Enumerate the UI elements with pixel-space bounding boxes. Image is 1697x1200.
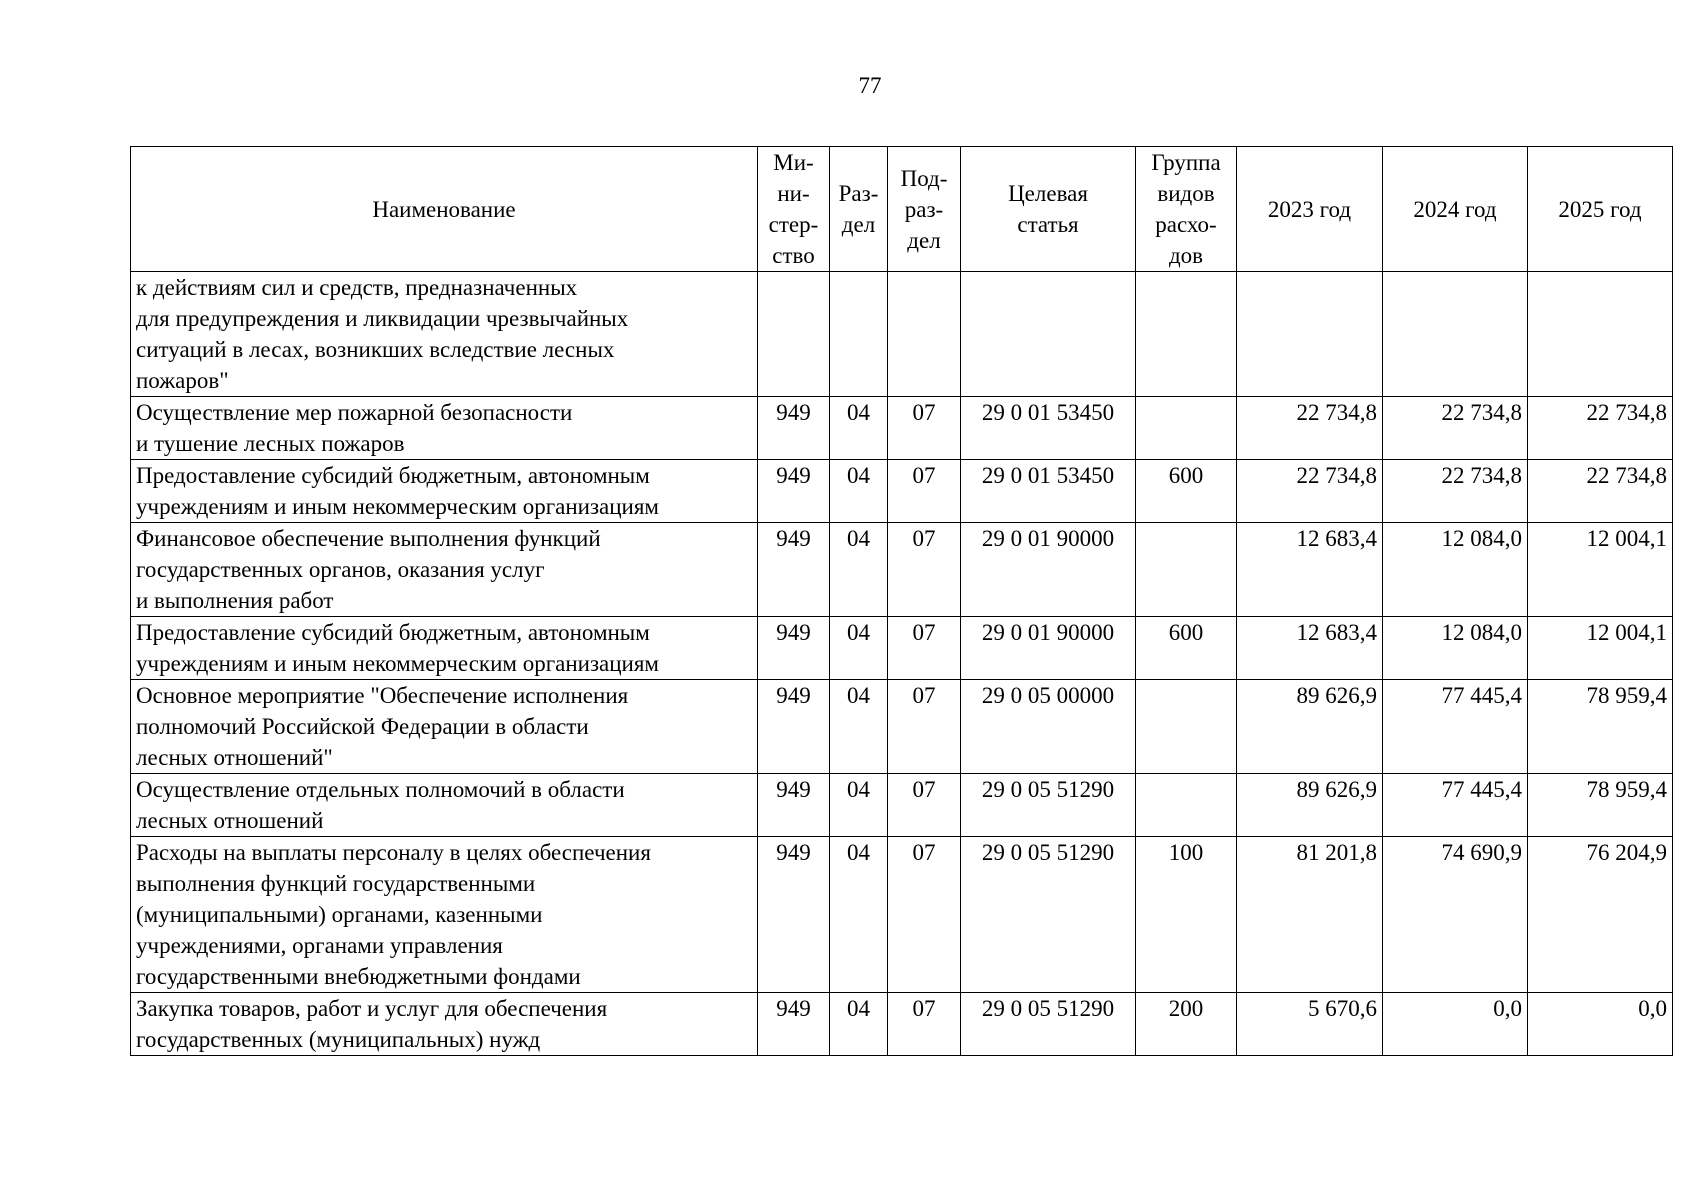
target-article-cell: 29 0 01 53450: [961, 460, 1136, 523]
target-article-cell: 29 0 01 53450: [961, 397, 1136, 460]
target-article-cell: 29 0 05 51290: [961, 837, 1136, 993]
expense-group-cell: 600: [1136, 460, 1237, 523]
subsection-cell: 07: [888, 680, 961, 774]
ministry-cell: 949: [758, 397, 830, 460]
section-cell: 04: [830, 993, 888, 1056]
name-cell: [131, 272, 758, 397]
table-row: [131, 617, 1673, 680]
name-cell: [131, 460, 758, 523]
header-line: видов: [1157, 181, 1215, 206]
amount-2025-cell: 12 004,1: [1528, 617, 1673, 680]
name-cell: [131, 837, 758, 993]
name-line: государственных органов, оказания услуг: [136, 557, 545, 582]
ministry-cell: 949: [758, 617, 830, 680]
header-line: расхо-: [1155, 212, 1217, 237]
amount-2023-cell: [1237, 272, 1383, 397]
header-line: Целевая: [1008, 181, 1088, 206]
name-line: ситуаций в лесах, возникших вследствие лесных: [136, 337, 615, 362]
table-row: [131, 272, 1673, 397]
subsection-cell: 07: [888, 617, 961, 680]
page-number: 77: [858, 73, 882, 98]
name-line: Основное мероприятие "Обеспечение исполнения: [136, 683, 629, 708]
section-cell: 04: [830, 617, 888, 680]
target-article-cell: 29 0 01 90000: [961, 617, 1136, 680]
amount-2024-cell: [1383, 272, 1528, 397]
ministry-cell: 949: [758, 680, 830, 774]
header-line: дов: [1168, 243, 1204, 268]
expense-group-cell: [1136, 774, 1237, 837]
ministry-cell: 949: [758, 837, 830, 993]
subsection-cell: [888, 272, 961, 397]
table-row: [131, 397, 1673, 460]
expense-group-cell: [1136, 523, 1237, 617]
ministry-cell: 949: [758, 460, 830, 523]
col-ministry-header: [758, 147, 830, 272]
expense-group-cell: 600: [1136, 617, 1237, 680]
header-line: раз-: [904, 196, 944, 222]
table-row: [131, 774, 1673, 837]
amount-2024-cell: 0,0: [1383, 993, 1528, 1056]
header-line: Раз-: [838, 181, 879, 206]
amount-2023-cell: 12 683,4: [1237, 523, 1383, 617]
amount-2024-cell: 22 734,8: [1383, 460, 1528, 523]
name-line: лесных отношений": [136, 745, 333, 770]
name-line: Предоставление субсидий бюджетным, автономным: [136, 620, 650, 645]
header-line: стер-: [768, 212, 819, 237]
name-line: лесных отношений: [136, 808, 324, 833]
header-line: Под-: [900, 165, 948, 191]
name-line: Закупка товаров, работ и услуг для обеспечения: [136, 996, 608, 1021]
target-article-cell: [961, 272, 1136, 397]
col-subsection-header: [888, 147, 961, 272]
name-line: Расходы на выплаты персоналу в целях обеспечения: [136, 840, 651, 865]
col-2025-header: [1528, 147, 1673, 272]
subsection-cell: 07: [888, 837, 961, 993]
target-article-cell: 29 0 05 51290: [961, 993, 1136, 1056]
name-cell: [131, 774, 758, 837]
expense-group-cell: 100: [1136, 837, 1237, 993]
ministry-cell: 949: [758, 993, 830, 1056]
amount-2025-cell: 22 734,8: [1528, 397, 1673, 460]
section-cell: 04: [830, 774, 888, 837]
header-line: дел: [907, 227, 941, 253]
table-row: [131, 837, 1673, 993]
name-line: государственных (муниципальных) нужд: [136, 1027, 541, 1052]
header-line: ство: [772, 243, 815, 268]
amount-2025-cell: 78 959,4: [1528, 774, 1673, 837]
header-line: Группа: [1151, 150, 1221, 175]
expense-group-cell: [1136, 397, 1237, 460]
name-line: Предоставление субсидий бюджетным, автономным: [136, 463, 650, 488]
name-line: и выполнения работ: [136, 588, 334, 613]
name-cell: [131, 397, 758, 460]
header-line: статья: [1017, 212, 1079, 237]
amount-2025-cell: 12 004,1: [1528, 523, 1673, 617]
expense-group-cell: [1136, 272, 1237, 397]
name-line: учреждениям и иным некоммерческим организациям: [136, 494, 659, 519]
amount-2025-cell: 76 204,9: [1528, 837, 1673, 993]
name-line: выполнения функций государственными: [136, 871, 536, 896]
target-article-cell: 29 0 01 90000: [961, 523, 1136, 617]
subsection-cell: 07: [888, 397, 961, 460]
section-cell: [830, 272, 888, 397]
target-article-cell: 29 0 05 00000: [961, 680, 1136, 774]
expense-group-cell: 200: [1136, 993, 1237, 1056]
target-article-cell: 29 0 05 51290: [961, 774, 1136, 837]
col-section-header: [830, 147, 888, 272]
amount-2024-cell: 22 734,8: [1383, 397, 1528, 460]
name-line: и тушение лесных пожаров: [136, 431, 405, 456]
header-line: 2025 год: [1558, 196, 1642, 222]
section-cell: 04: [830, 397, 888, 460]
subsection-cell: 07: [888, 993, 961, 1056]
header-line: Ми-: [773, 150, 814, 175]
header-line: 2024 год: [1413, 196, 1497, 222]
subsection-cell: 07: [888, 523, 961, 617]
name-line: учреждениям и иным некоммерческим организациям: [136, 651, 659, 676]
name-line: Осуществление отдельных полномочий в области: [136, 777, 625, 802]
table-row: [131, 993, 1673, 1056]
name-line: учреждениями, органами управления: [136, 933, 503, 958]
budget-table: [130, 146, 1673, 1056]
name-line: Финансовое обеспечение выполнения функций: [136, 526, 601, 551]
header-line: дел: [841, 212, 876, 237]
name-line: для предупреждения и ликвидации чрезвычайных: [136, 306, 629, 331]
header-line: ни-: [777, 181, 810, 206]
ministry-cell: 949: [758, 523, 830, 617]
amount-2025-cell: 22 734,8: [1528, 460, 1673, 523]
header-line: 2023 год: [1267, 196, 1352, 222]
amount-2025-cell: [1528, 272, 1673, 397]
table-row: [131, 523, 1673, 617]
subsection-cell: 07: [888, 774, 961, 837]
col-2024-header: [1383, 147, 1528, 272]
col-target-header: [961, 147, 1136, 272]
expense-group-cell: [1136, 680, 1237, 774]
amount-2025-cell: 0,0: [1528, 993, 1673, 1056]
ministry-cell: [758, 272, 830, 397]
name-line: государственными внебюджетными фондами: [136, 964, 581, 989]
name-cell: [131, 993, 758, 1056]
amount-2024-cell: 77 445,4: [1383, 680, 1528, 774]
ministry-cell: 949: [758, 774, 830, 837]
subsection-cell: 07: [888, 460, 961, 523]
name-line: полномочий Российской Федерации в области: [136, 714, 589, 739]
section-cell: 04: [830, 680, 888, 774]
name-line: к действиям сил и средств, предназначенных: [136, 275, 578, 300]
amount-2023-cell: 89 626,9: [1237, 774, 1383, 837]
header-row: [131, 147, 1673, 272]
amount-2023-cell: 22 734,8: [1237, 460, 1383, 523]
name-line: Осуществление мер пожарной безопасности: [136, 400, 573, 425]
amount-2024-cell: 12 084,0: [1383, 523, 1528, 617]
amount-2024-cell: 77 445,4: [1383, 774, 1528, 837]
col-name-header: [131, 147, 758, 272]
table-row: [131, 460, 1673, 523]
name-line: пожаров": [136, 368, 229, 393]
section-cell: 04: [830, 523, 888, 617]
amount-2025-cell: 78 959,4: [1528, 680, 1673, 774]
amount-2023-cell: 22 734,8: [1237, 397, 1383, 460]
name-line: (муниципальными) органами, казенными: [136, 902, 543, 927]
section-cell: 04: [830, 460, 888, 523]
table-body: [131, 272, 1673, 1056]
amount-2023-cell: 81 201,8: [1237, 837, 1383, 993]
amount-2024-cell: 74 690,9: [1383, 837, 1528, 993]
amount-2023-cell: 89 626,9: [1237, 680, 1383, 774]
col-group-header: [1136, 147, 1237, 272]
col-2023-header: [1237, 147, 1383, 272]
amount-2023-cell: 12 683,4: [1237, 617, 1383, 680]
amount-2023-cell: 5 670,6: [1237, 993, 1383, 1056]
amount-2024-cell: 12 084,0: [1383, 617, 1528, 680]
table-row: [131, 680, 1673, 774]
header-line: Наименование: [372, 196, 516, 222]
name-cell: [131, 617, 758, 680]
name-cell: [131, 680, 758, 774]
section-cell: 04: [830, 837, 888, 993]
name-cell: [131, 523, 758, 617]
